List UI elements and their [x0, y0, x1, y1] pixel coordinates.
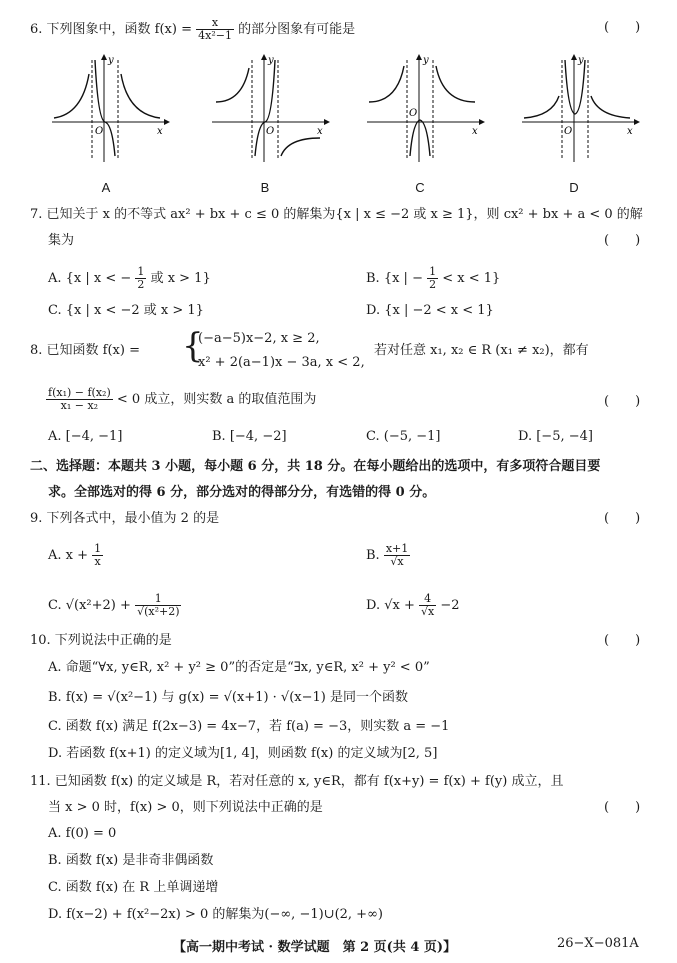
q8-piecewise-brace: {	[182, 326, 204, 366]
graph-c	[367, 52, 485, 162]
q8-stem-pre: 8. 已知函数 f(x) =	[30, 343, 140, 358]
q8-option-a: A. [−4, −1]	[48, 429, 123, 444]
graph-c-origin-label: O	[409, 108, 418, 119]
graph-a-y-label: y	[108, 55, 114, 66]
q11-option-b: B. 函数 f(x) 是非奇非偶函数	[48, 853, 214, 868]
graph-d-y-label: y	[578, 55, 584, 66]
q8-condition: $\frac{\text{f(x₁) − f(x₂)}}{\text{x₁ − x₂}}$ < 0 成立，则实数 a 的取值范围为	[48, 386, 317, 412]
q6-stem: 6. 下列图象中，函数 f(x) = $\frac{x}{\text{4x²−1}}$ 的部分图象有可能是	[30, 16, 356, 42]
q7-answer-paren: ( )	[604, 233, 641, 248]
graph-c-x-label: x	[472, 126, 478, 137]
q8-case-1: (−a−5)x−2, x ≥ 2,	[198, 331, 320, 346]
graph-b	[212, 52, 330, 162]
graph-a-x-label: x	[157, 126, 163, 137]
q6-fraction: $\frac{x}{\text{4x²−1}}$	[198, 16, 232, 42]
graph-a-label: A	[101, 180, 111, 195]
graph-a-origin-label: O	[95, 126, 104, 137]
section-2-heading-line1: 二、选择题：本题共 3 小题，每小题 6 分，共 18 分。在每小题给出的选项中，有多项符合题目要	[30, 459, 601, 474]
q10-option-b: B. f(x) = √(x²−1) 与 g(x) = √(x+1) · √(x−1) 是同一个函数	[48, 690, 408, 705]
q7-option-c: C. {x | x < −2 或 x > 1}	[48, 303, 204, 318]
q10-answer-paren: ( )	[604, 633, 641, 648]
q10-option-c: C. 函数 f(x) 满足 f(2x−3) = 4x−7，若 f(a) = −3，则实数 a = −1	[48, 719, 450, 734]
q8-option-d: D. [−5, −4]	[518, 429, 593, 444]
graph-d	[522, 52, 640, 162]
graph-b-x-label: x	[317, 126, 323, 137]
section-2-heading-line2: 求。全部选对的得 6 分，部分选对的得部分分，有选错的得 0 分。	[48, 485, 436, 500]
q10-option-d: D. 若函数 f(x+1) 的定义域为[1, 4]，则函数 f(x) 的定义域为[2, 5]	[48, 746, 438, 761]
q11-stem-line1: 11. 已知函数 f(x) 的定义域是 R，若对任意的 x, y∈R，都有 f(x+y) = f(x) + f(y) 成立，且	[30, 774, 564, 789]
q7-option-a: A. {x | x < − $\frac{1}{2}$ 或 x > 1}	[48, 265, 211, 291]
graph-b-origin-label: O	[266, 126, 275, 137]
graph-b-y-label: y	[268, 55, 274, 66]
q11-option-d: D. f(x−2) + f(x²−2x) > 0 的解集为(−∞, −1)∪(2, +∞)	[48, 907, 383, 922]
q9-option-c: C. √(x²+2) + $\frac{1}{\text{√(x²+2)}}$	[48, 592, 180, 618]
graph-b-label: B	[260, 180, 270, 195]
q9-option-b: B. $\frac{x+1}{√x}$	[366, 542, 409, 568]
q11-stem-line2: 当 x > 0 时，f(x) > 0，则下列说法中正确的是	[48, 800, 323, 815]
q7-option-b: B. {x | − $\frac{1}{2}$ < x < 1}	[366, 265, 501, 291]
q8-option-b: B. [−4, −2]	[212, 429, 287, 444]
q9-option-a: A. x + $\frac{1}{x}$	[48, 542, 102, 568]
graph-d-label: D	[569, 180, 579, 195]
q10-stem: 10. 下列说法中正确的是	[30, 633, 172, 648]
q10-option-a: A. 命题“∀x, y∈R, x² + y² ≥ 0”的否定是“∃x, y∈R, x² + y² < 0”	[48, 660, 430, 675]
q8-answer-paren: ( )	[604, 394, 641, 409]
graph-c-y-label: y	[423, 55, 429, 66]
q8-stem-post: 若对任意 x₁, x₂ ∈ R (x₁ ≠ x₂)，都有	[374, 343, 589, 358]
q6-answer-paren: ( )	[604, 20, 641, 35]
q8-option-c: C. (−5, −1]	[366, 429, 441, 444]
graph-c-label: C	[415, 180, 425, 195]
q7-stem-line2: 集为	[48, 233, 75, 248]
page-footer: 【高一期中考试 · 数学试题 第 2 页(共 4 页)】	[173, 940, 457, 955]
graph-d-x-label: x	[627, 126, 633, 137]
q7-option-d: D. {x | −2 < x < 1}	[366, 303, 494, 318]
paper-code: 26−X−081A	[557, 936, 639, 951]
graph-d-origin-label: O	[564, 126, 573, 137]
q9-stem: 9. 下列各式中，最小值为 2 的是	[30, 511, 220, 526]
q11-option-c: C. 函数 f(x) 在 R 上单调递增	[48, 880, 219, 895]
graph-a	[52, 52, 170, 162]
q9-option-d: D. √x + $\frac{4}{√x}$ −2	[366, 592, 460, 618]
q8-case-2: x² + 2(a−1)x − 3a, x < 2,	[198, 355, 365, 370]
q11-option-a: A. f(0) = 0	[48, 826, 117, 841]
q11-answer-paren: ( )	[604, 800, 641, 815]
q7-stem-line1: 7. 已知关于 x 的不等式 ax² + bx + c ≤ 0 的解集为{x | x ≤ −2 或 x ≥ 1}，则 cx² + bx + a < 0 的解	[30, 207, 643, 222]
q9-answer-paren: ( )	[604, 511, 641, 526]
